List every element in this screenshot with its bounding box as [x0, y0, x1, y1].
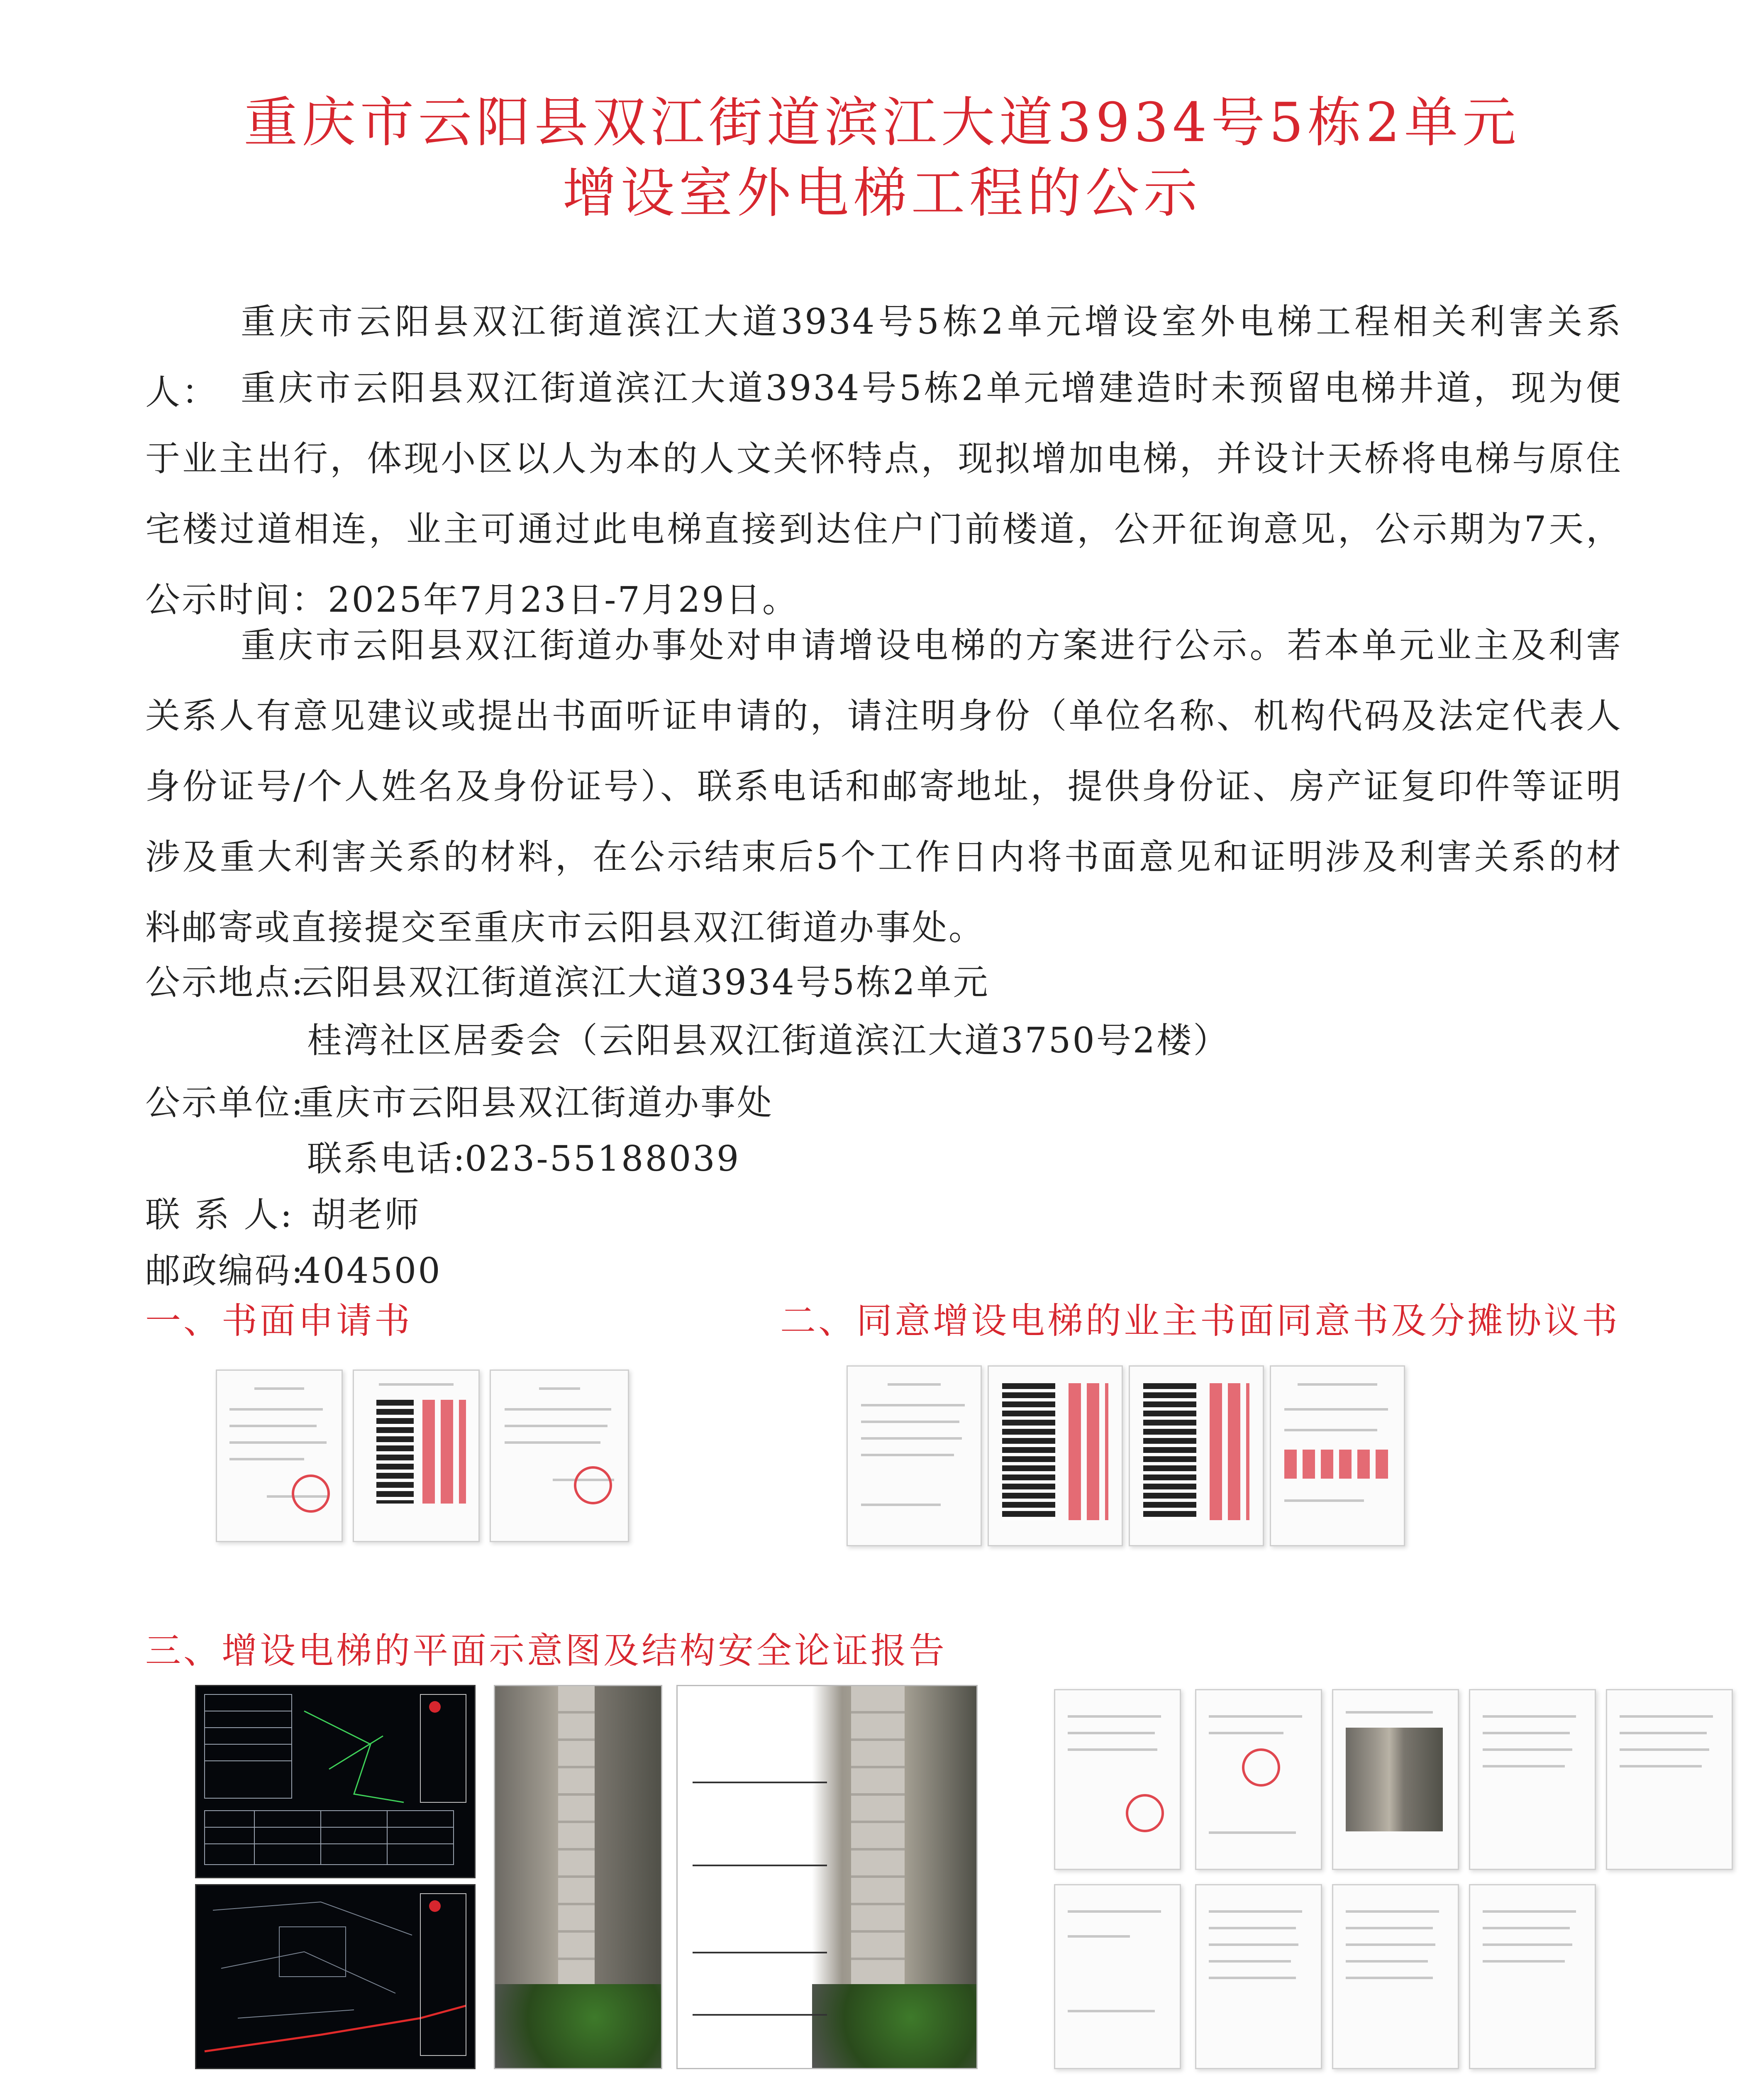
report-page-2 — [1195, 1689, 1322, 1870]
contact-label: 联 系 人: — [145, 1194, 294, 1235]
addressee: 重庆市云阳县双江街道滨江大道3934号5栋2单元增设室外电梯工程相关利害关系人： — [145, 301, 1622, 413]
phone-value: 023-55188039 — [465, 1138, 741, 1179]
report-page-9 — [1469, 1884, 1596, 2069]
location-2: 桂湾社区居委会（云阳县双江街道滨江大道3750号2楼） — [307, 1020, 1230, 1061]
report-page-6 — [1054, 1884, 1181, 2069]
location-1: 云阳县双江街道滨江大道3934号5栋2单元 — [299, 962, 990, 1003]
unit-value: 重庆市云阳县双江街道办事处 — [299, 1082, 774, 1123]
paragraph-1: 重庆市云阳县双江街道滨江大道3934号5栋2单元增建造时未预留电梯井道，现为便于业主出行，体现小区以人为本的人文关怀特点，现拟增加电梯，并设计天桥将电梯与原住宅楼过道相连，业主可通过此电梯直接到达住户门前楼道，公开征询意见，公示期为7天，公示时间：2025年7月23日-7月29日。 — [145, 368, 1622, 620]
consent-page-2 — [988, 1365, 1123, 1546]
report-page-5 — [1606, 1689, 1733, 1870]
application-page-1 — [216, 1370, 343, 1542]
location-label: 公示地点: — [145, 962, 305, 1003]
floor-plan-drawing-2 — [195, 1884, 476, 2069]
postcode-value: 404500 — [299, 1250, 442, 1291]
building-photo-1 — [494, 1685, 662, 2069]
floor-plan-drawing-1 — [195, 1685, 476, 1878]
unit-label: 公示单位: — [145, 1082, 305, 1123]
title-line-2: 增设室外电梯工程的公示 — [562, 161, 1202, 225]
section-1-heading: 一、书面申请书 — [145, 1300, 412, 1342]
cad-lines-1 — [196, 1686, 474, 1877]
report-page-1 — [1054, 1689, 1181, 1870]
application-page-2 — [353, 1370, 480, 1542]
cad-lines-2 — [196, 1885, 474, 2068]
application-page-3 — [490, 1370, 629, 1542]
section-2-heading: 二、同意增设电梯的业主书面同意书及分摊协议书 — [780, 1300, 1620, 1342]
consent-page-4 — [1270, 1365, 1405, 1546]
consent-page-1 — [847, 1365, 982, 1546]
contact-value: 胡老师 — [311, 1194, 421, 1235]
report-page-3 — [1332, 1689, 1459, 1870]
report-page-7 — [1195, 1884, 1322, 2069]
building-photo-annotated — [676, 1685, 978, 2069]
title-line-1: 重庆市云阳县双江街道滨江大道3934号5栋2单元 — [244, 91, 1520, 154]
phone-label: 联系电话: — [307, 1138, 467, 1179]
report-page-8 — [1332, 1884, 1459, 2069]
paragraph-2: 重庆市云阳县双江街道办事处对申请增设电梯的方案进行公示。若本单元业主及利害关系人有意见建议或提出书面听证申请的，请注明身份（单位名称、机构代码及法定代表人身份证号/个人姓名及身份证号）、联系电话和邮寄地址，提供身份证、房产证复印件等证明涉及重大利害关系的材料，在公示结束后5个工作日内将书面意见和证明涉及利害关系的材料邮寄或直接提交至重庆市云阳县双江街道办事处。 — [145, 625, 1622, 948]
consent-page-3 — [1129, 1365, 1264, 1546]
report-page-4 — [1469, 1689, 1596, 1870]
section-3-heading: 三、增设电梯的平面示意图及结构安全论证报告 — [145, 1630, 947, 1672]
postcode-label: 邮政编码: — [145, 1250, 305, 1291]
